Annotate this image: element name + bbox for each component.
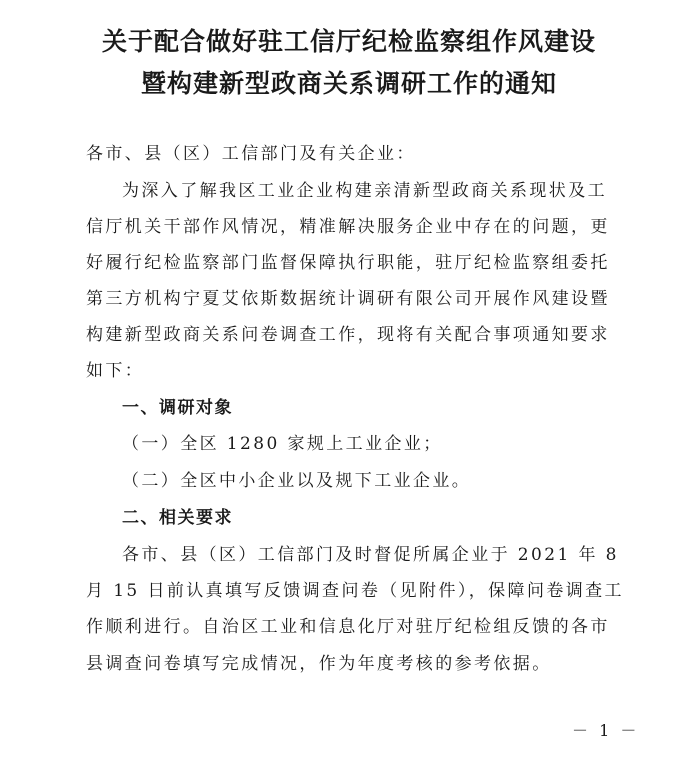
salutation: 各市、县（区）工信部门及有关企业：	[86, 144, 416, 164]
paragraph-1-line: 第三方机构宁夏艾依斯数据统计调研有限公司开展作风建设暨	[86, 289, 610, 309]
section-1-item: （二）全区中小企业以及规下工业企业。	[122, 471, 472, 491]
page-number: － 1 －	[572, 721, 640, 740]
paragraph-1-line: 信厅机关干部作风情况，精准解决服务企业中存在的问题，更	[86, 217, 610, 237]
document-title-line-1: 关于配合做好驻工信厅纪检监察组作风建设	[101, 27, 596, 56]
paragraph-2-line: 县调查问卷填写完成情况，作为年度考核的参考依据。	[86, 654, 552, 674]
paragraph-1-line: 构建新型政商关系问卷调查工作，现将有关配合事项通知要求	[86, 325, 610, 345]
section-2-heading: 二、相关要求	[122, 508, 233, 528]
document-title-line-2: 暨构建新型政商关系调研工作的通知	[140, 69, 557, 98]
paragraph-1-line: 如下：	[86, 361, 145, 381]
section-1-heading: 一、调研对象	[122, 398, 233, 418]
paragraph-1-line: 为深入了解我区工业企业构建亲清新型政商关系现状及工	[122, 181, 607, 201]
paragraph-1-line: 好履行纪检监察部门监督保障执行职能，驻厅纪检监察组委托	[86, 253, 610, 273]
section-1-item: （一）全区 1280 家规上工业企业；	[122, 434, 443, 454]
paragraph-2-line: 月 15 日前认真填写反馈调查问卷（见附件），保障问卷调查工	[86, 581, 624, 601]
paragraph-2-line: 各市、县（区）工信部门及时督促所属企业于 2021 年 8	[122, 545, 619, 565]
paragraph-2-line: 作顺利进行。自治区工业和信息化厅对驻厅纪检组反馈的各市	[86, 617, 610, 637]
